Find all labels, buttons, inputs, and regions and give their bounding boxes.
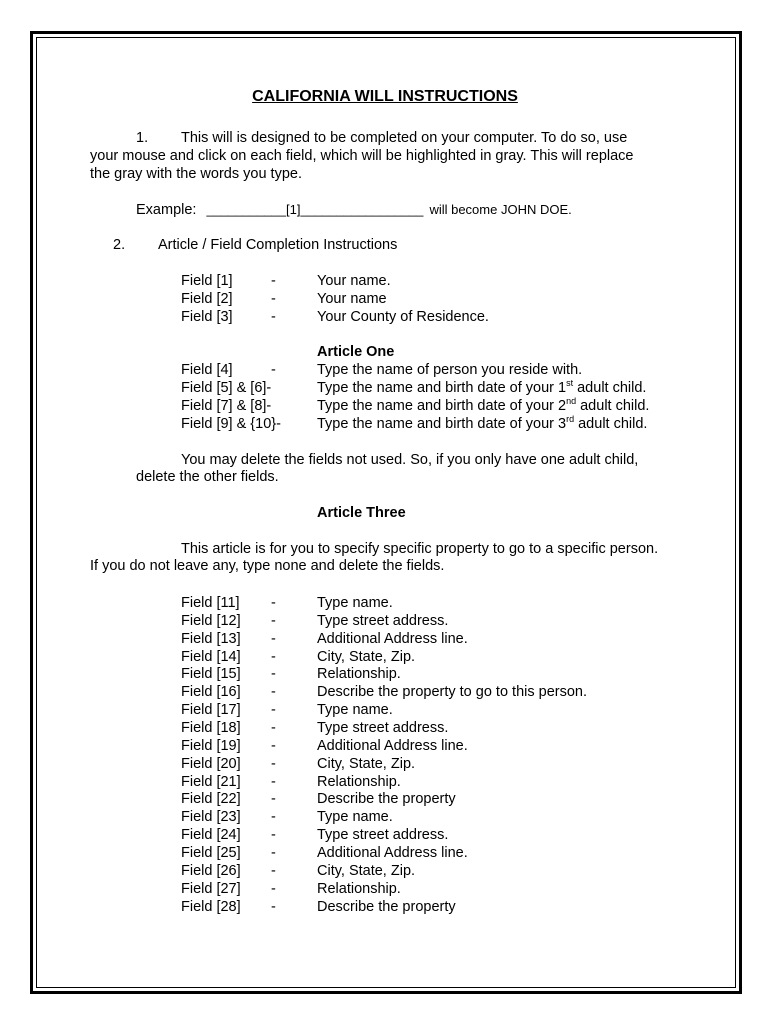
example-field: [1] — [286, 202, 301, 217]
field-dash: - — [271, 648, 276, 665]
field-description: Additional Address line. — [317, 844, 468, 861]
field-dash: - — [271, 612, 276, 629]
field-label: Field [17] — [181, 702, 241, 719]
field-label: Field [11] — [181, 595, 240, 611]
field-label: Field [15] — [181, 666, 241, 683]
field-label: Field [20] — [181, 755, 241, 772]
item2-heading: Article / Field Completion Instructions — [158, 237, 398, 253]
field-label: Field [21] — [181, 773, 241, 790]
field-dash: - — [271, 862, 276, 879]
field-dash: - — [271, 720, 276, 736]
field-description: Type street address. — [317, 720, 449, 736]
field-dash: - — [271, 291, 276, 307]
item1-number: 1. — [136, 130, 149, 146]
field-dash: - — [271, 844, 276, 861]
field-dash: - — [271, 309, 276, 325]
field-label: Field [25] — [181, 844, 241, 861]
field-label: Field [24] — [181, 827, 241, 843]
field-dash: - — [271, 755, 276, 772]
field-label: Field [16] — [181, 684, 241, 701]
field-description: Type the name and birth date of your 1st adult child. — [317, 378, 647, 396]
article-three-intro-line2: If you do not leave any, type none and delete the fields. — [90, 558, 445, 574]
item1-line1: This will is designed to be completed on your computer. To do so, use — [181, 130, 628, 146]
field-dash: - — [271, 809, 276, 826]
field-description: Type street address. — [317, 612, 449, 629]
field-label: Field [9] & {10}- — [181, 416, 281, 432]
field-dash: - — [271, 362, 276, 378]
field-description: Describe the property — [317, 898, 456, 915]
example-result: will become JOHN DOE. — [429, 202, 572, 217]
field-description: Type name. — [317, 809, 393, 826]
field-dash: - — [271, 737, 276, 754]
field-description: Type name. — [317, 595, 393, 611]
field-label: Field [19] — [181, 737, 241, 754]
field-dash: - — [271, 666, 276, 683]
field-label: Field [5] & [6]- — [181, 380, 272, 396]
field-dash: - — [271, 880, 276, 897]
article-one-heading: Article One — [317, 344, 395, 360]
field-description: Relationship. — [317, 880, 401, 897]
article-three-intro-line1: This article is for you to specify specific property to go to a specific person. — [181, 541, 659, 557]
field-description: Describe the property — [317, 791, 456, 808]
field-label: Field [4] — [181, 362, 233, 378]
field-label: Field [13] — [181, 630, 241, 647]
field-label: Field [1] — [181, 273, 233, 289]
field-dash: - — [271, 595, 276, 611]
field-description: Type street address. — [317, 827, 449, 843]
article-three-heading: Article Three — [317, 505, 406, 521]
example-blank-after: _________________ — [300, 202, 424, 217]
field-label: Field [3] — [181, 309, 233, 325]
article-one-note-line2: delete the other fields. — [136, 469, 279, 485]
example-blank-before: ___________ — [206, 202, 287, 217]
field-label: Field [28] — [181, 898, 241, 915]
field-dash: - — [271, 791, 276, 808]
field-description: Your name — [317, 291, 387, 307]
field-description: Type the name and birth date of your 3rd adult child. — [317, 414, 648, 432]
field-description: Additional Address line. — [317, 737, 468, 754]
field-label: Field [23] — [181, 809, 241, 826]
field-description: Your County of Residence. — [317, 309, 489, 325]
field-dash: - — [271, 827, 276, 843]
field-dash: - — [271, 773, 276, 790]
field-label: Field [7] & [8]- — [181, 398, 272, 414]
field-label: Field [22] — [181, 791, 241, 808]
item1-line2: your mouse and click on each field, which will be highlighted in gray. This will replace — [90, 148, 634, 164]
field-dash: - — [271, 702, 276, 719]
field-description: Type the name of person you reside with. — [317, 362, 583, 378]
field-description: Your name. — [317, 273, 391, 289]
field-label: Field [14] — [181, 648, 241, 665]
field-description: Type the name and birth date of your 2nd adult child. — [317, 396, 650, 414]
article-one-note-line1: You may delete the fields not used. So, if you only have one adult child, — [181, 452, 639, 468]
example-line — [136, 202, 572, 218]
item1-line3: the gray with the words you type. — [90, 166, 302, 182]
field-label: Field [18] — [181, 720, 241, 736]
field-description: City, State, Zip. — [317, 755, 416, 772]
field-label: Field [12] — [181, 612, 241, 629]
field-dash: - — [271, 630, 276, 647]
example-label: Example: — [136, 202, 197, 218]
field-label: Field [2] — [181, 291, 233, 307]
field-dash: - — [271, 273, 276, 289]
field-dash: - — [271, 898, 276, 915]
field-description: Describe the property to go to this person. — [317, 684, 588, 701]
field-description: Relationship. — [317, 666, 401, 683]
field-label: Field [27] — [181, 880, 241, 897]
field-description: City, State, Zip. — [317, 862, 416, 879]
field-description: Additional Address line. — [317, 630, 468, 647]
item2-number: 2. — [113, 237, 126, 253]
document-title: CALIFORNIA WILL INSTRUCTIONS — [252, 88, 518, 105]
field-description: City, State, Zip. — [317, 648, 416, 665]
field-description: Type name. — [317, 702, 393, 719]
field-dash: - — [271, 684, 276, 701]
field-description: Relationship. — [317, 773, 401, 790]
field-label: Field [26] — [181, 862, 241, 879]
